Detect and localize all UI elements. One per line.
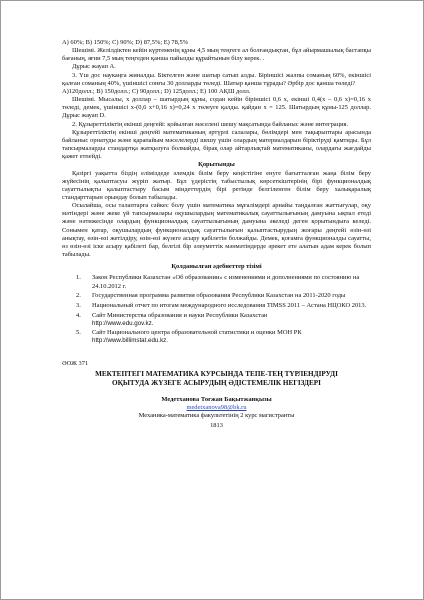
top-section [62, 39, 371, 161]
reference-text: Сайт Министерства образования и науки Республики Казахстан [92, 311, 268, 319]
paragraph: Шешімі. Мысалы, х доллар – шатырдың құны, содан кейін біріншісі 0,6 х, екінші 0,4(х – 0,6 х)=0,16 х төледі, демек, үшіншісі х-(0,6 х+0,16 х)=0,24 х төлеуге қалды. қайдан х = 125. Шатырдың құны-125 доллар. Дұрыс жауап D. [62, 96, 371, 120]
reference-number: 5. [76, 329, 81, 337]
references-list [62, 274, 371, 345]
paragraph: Шешімі. Желілдіктен кейін күртеменің құны 4,5 мың теңгеге ал болғандықтан, бұл айырмашылық бастапқы бағаның, яғни 7,5 мың теңгеден қанша пайызды құрайтынын білу керек. . [62, 47, 371, 63]
paragraph: A)120долл.; B) 150долл.; C) 90долл.; D) 125долл.; E) 100 АҚШ долл. [62, 87, 251, 95]
reference-item [62, 302, 371, 310]
author-email-link[interactable]: medetxanova98@bk.ru [186, 403, 247, 411]
article-title-line: МЕКТЕПТЕГІ МАТЕМАТИКА КУРСЫНДА ТЕПЕ-ТЕҢ ТҮРЛЕНДІРУДІ [95, 369, 338, 378]
reference-number: 1. [76, 274, 81, 282]
reference-link[interactable]: http://www.billimstat.edu.kz. [92, 337, 168, 345]
paragraph: Дұрыс жауап А. [72, 63, 116, 71]
reference-text: Сайт Национального центра образовательной статистики и оценки МОН РК [92, 329, 302, 337]
reference-text: Национальный отчет по итогам международного исследования TIMSS 2011 – Астана НЦОКО 2013. [92, 301, 367, 309]
page-content [62, 39, 371, 430]
conclusion-paragraph: Қазіргі уақытта біздің еліміздеде әлемдік білім беру кеңістігіне енуге бағытталған жаңа білім беру жүйесінің қалыптасуы жүріп жатыр. Бұл үдерістің табыстылық көрсеткіштерінің бірі функционалдық сауаттылықты қалыптастыру басым міндеттердің бірі ретінде белгіленген білім беру халықаралық стандарттарын орындау болып табылады. [62, 169, 371, 201]
paragraph: 3. Үш дос наукаңга жиналды. Біктелген жәнe шатыр сатып алды. Біріншісі жалпы соманың 60%, екіншісі қалған соманың 40%, үшіншісі сонғы 30 долларды төледі. Шатыр қанша тұрады? Әрбір дос қанша төледі? [62, 71, 371, 87]
conclusion-paragraph: Осылайша, осы талаптарға сәйкес болу үшін математика мұғалімдері арнайы таңдалған жаттығулар, оқу мәтіндері және жеке үй тапсырмалары оқушылардың математикалық сауаттылығының дамуына ықпал етеді және нәтижесінде олардың функционалдық сауаттылығының дамуына әкеледі деген қорытындыға келеді. Сонымен қатар, оқушылардың функционалдық сауаттылығын қалыптастырудың жоғары деңгейі өзін-өзі анықтау, өзін-өзі жетілдіру, өзін-өзі жүзеге асыру қабілетін болжайды. Демек, қоғамға функционалды сауатты, өз өзін-өзі іске асыру қабілеті бар, белгілі бір әлеуметтік мәнмәтіндерде әрекет ете алатын адам керек болып табылады. [62, 202, 371, 259]
paragraph: 2. Құзыреттіліктің екінші деңгейі: қойылған мәселені шешу мақсатында байланыс және интеграция. [72, 120, 349, 128]
conclusion-heading: Қорытынды [198, 161, 235, 169]
paragraph: Құзыреттіліктің екінші деңгейі математиканың әртүрлі салалары, бөлімдері мен тақырыптары арасында байланыс орнатуды және қарапайым мәселелерді шешу үшін олардың материалдарын біріктіруді қамтиды. Бұл тапсырмаларды стандартқа жатқызуға болмайды, бірақ олар айтарлықтай математиканы, олардағы жағдайды қажет етпейді. [62, 128, 371, 161]
reference-item [62, 329, 371, 345]
author-name: Медетханова Тоғжан Бақытжанқызы [161, 395, 272, 403]
reference-link[interactable]: http://www.edu.gov.kz. [92, 319, 154, 327]
reference-number: 2. [76, 292, 81, 300]
page-number: 1813 [210, 422, 223, 430]
udk-code: ӘОЖ 371 [62, 359, 89, 367]
references-heading: Қолданылған әдебиеттер тізімі [171, 263, 262, 271]
reference-item [62, 312, 371, 328]
reference-text: Закон Республики Казахстан «Об образовании» с изменениями и дополнениями по состоянию на 24.10.2012 г. [92, 274, 360, 290]
paragraph: A) 60%; B) 150%; C) 90%; D) 87,5%; E) 78,5% [62, 39, 189, 46]
article-title [62, 370, 371, 388]
reference-item [62, 292, 371, 300]
reference-text: Государственная программа развития образования Республики Казахстан на 2011-2020 годы [92, 292, 346, 300]
reference-number: 4. [76, 311, 81, 319]
author-affiliation: Механика-математика факультетінің 2 курс магистранты [138, 412, 295, 420]
reference-number: 3. [76, 301, 81, 309]
article-title-line: ОҚЫТУДА ЖҮЗЕГЕ АСЫРУДЫҢ ӘДІСТЕМЕЛІК НЕГІЗДЕРІ [112, 378, 321, 387]
reference-item [62, 274, 371, 290]
